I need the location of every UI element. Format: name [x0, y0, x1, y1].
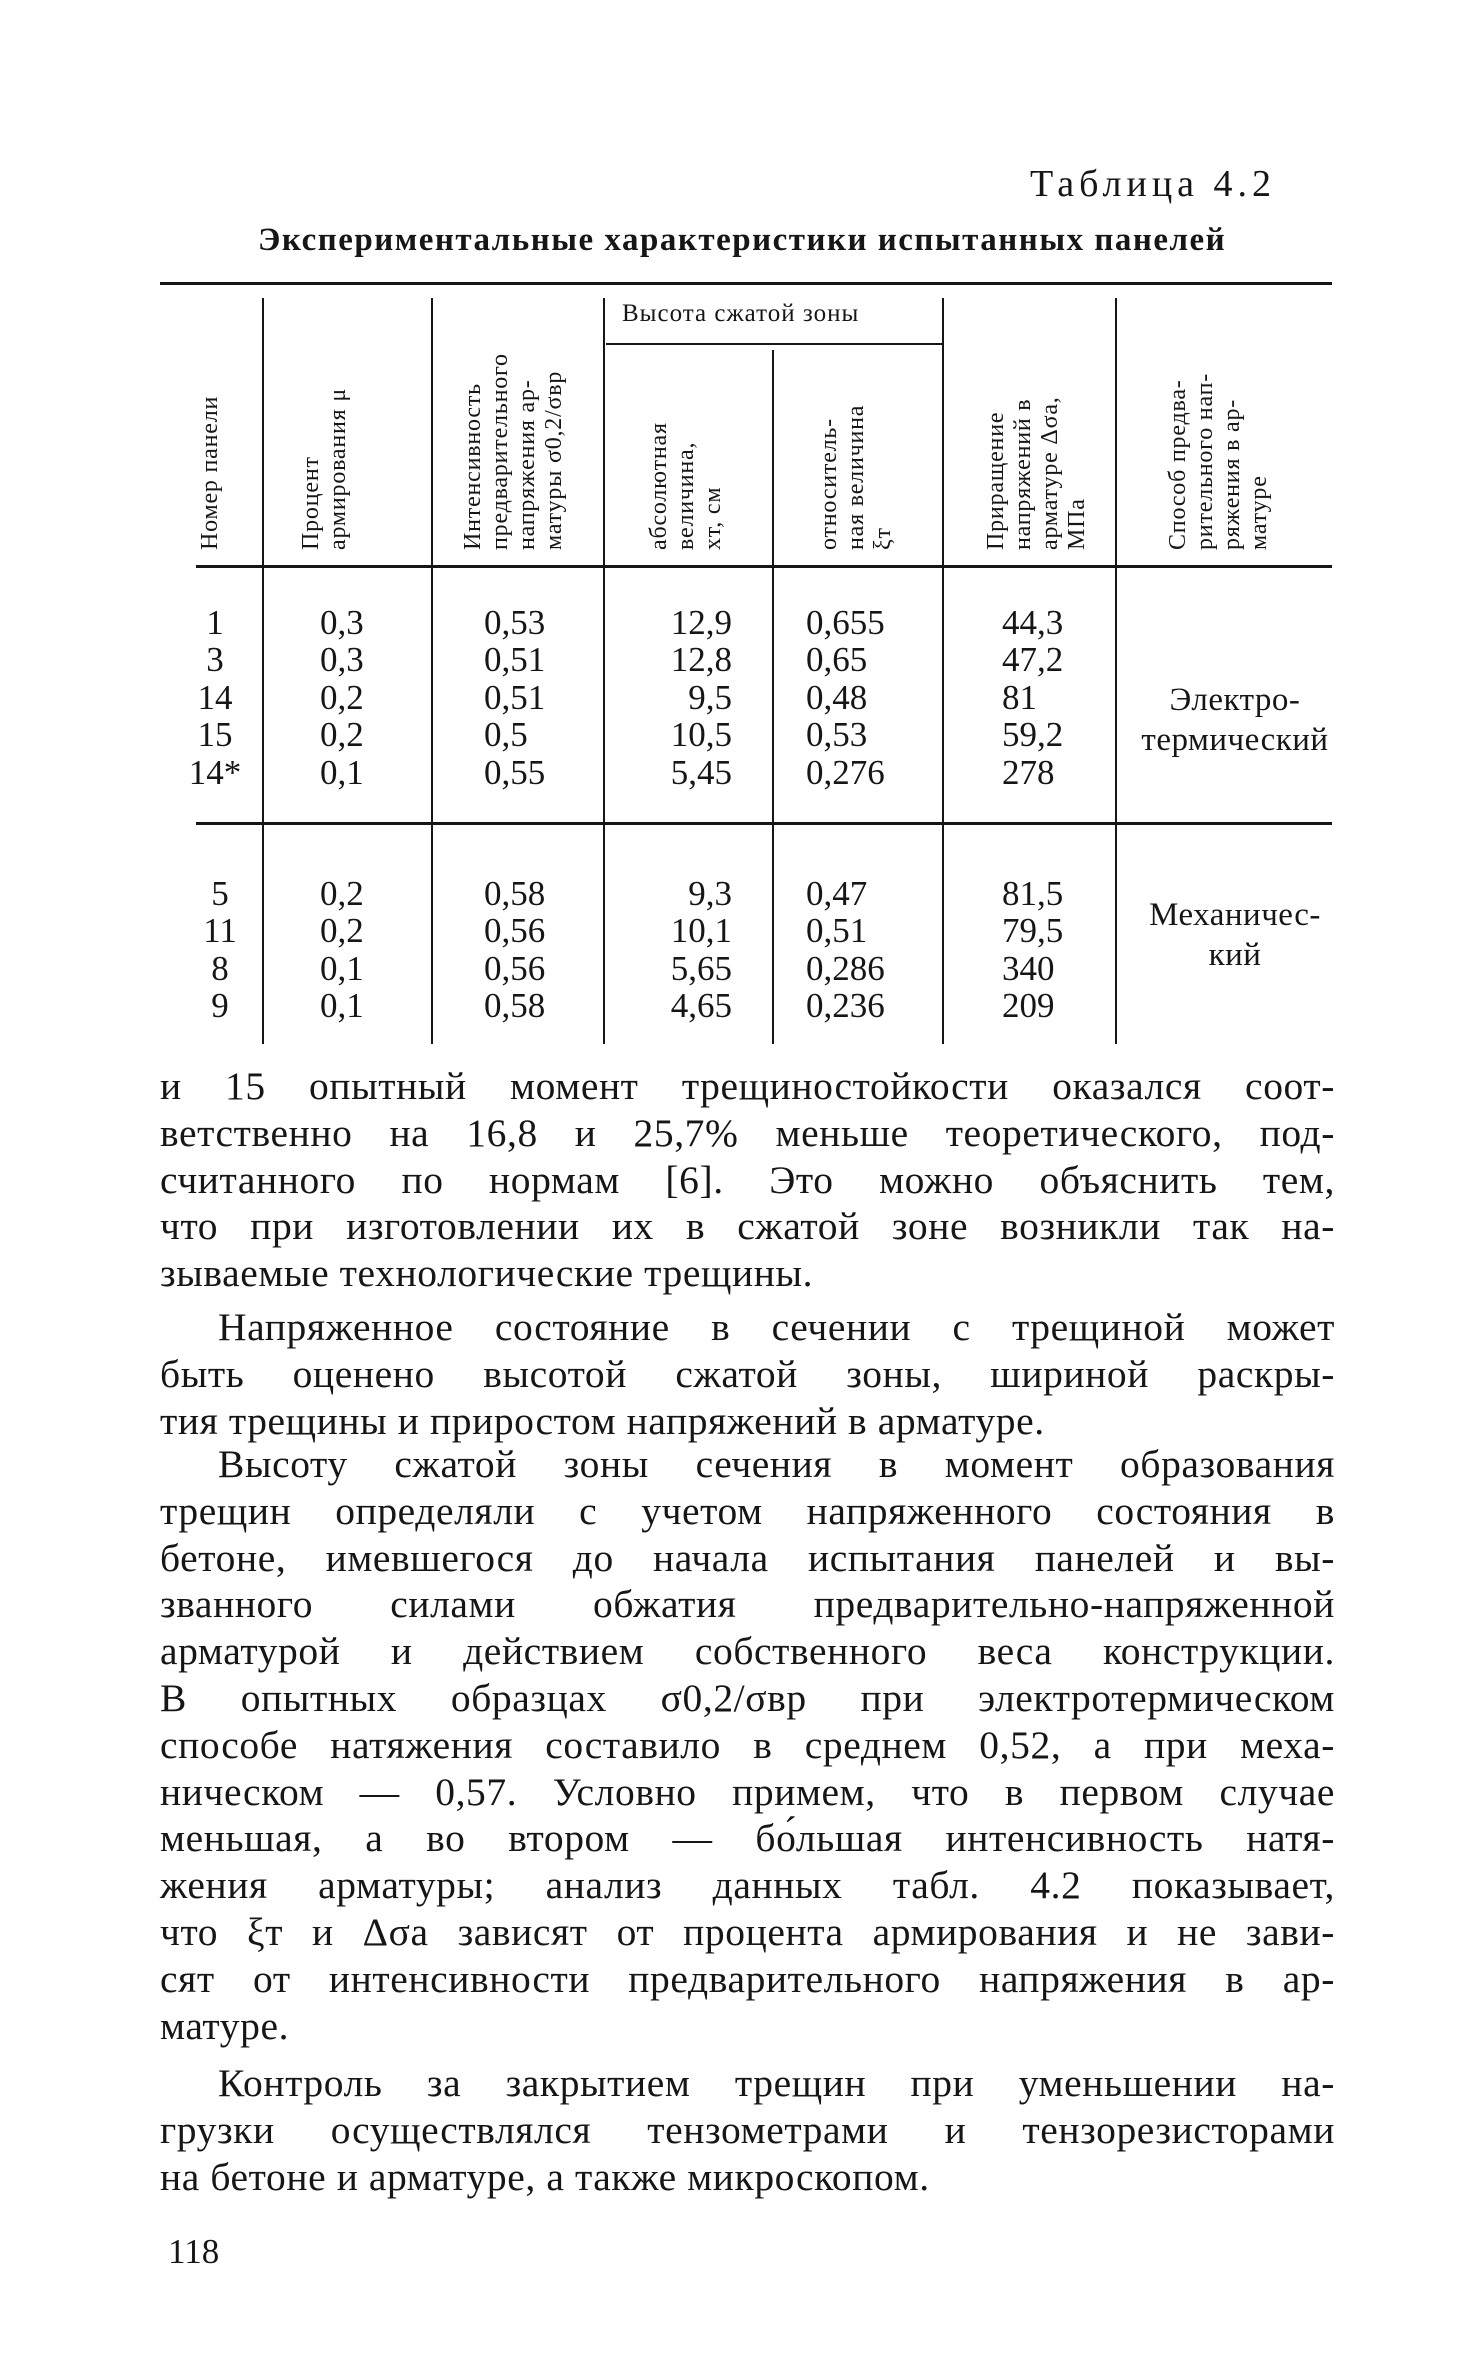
group2-reinforcement: 0,2 0,2 0,1 0,1 [320, 874, 364, 1026]
header-prestress-intensity: Интенсивность предварительного напряжения ар- матуры σ0,2/σвр [460, 353, 567, 550]
group2-absolute: 9,3 10,1 5,65 4,65 [670, 874, 732, 1026]
group2-relative: 0,47 0,51 0,286 0,236 [806, 874, 885, 1026]
table-top-rule [160, 282, 1332, 285]
table-caption: Экспериментальные характеристики испытанных панелей [258, 222, 1227, 258]
column-separator [942, 298, 944, 1044]
header-compressed-zone-group: Высота сжатой зоны [622, 300, 860, 327]
group2-panel-numbers: 5 11 8 9 [203, 874, 237, 1026]
paragraph: Напряженное состояние в сечении с трещиной может быть оценено высотой сжатой зоны, шириной раскры- тия трещины и приростом напряжений в арматуре. [160, 1305, 1335, 1443]
header-subrule [606, 343, 942, 345]
group1-relative: 0,655 0,65 0,48 0,53 0,276 [806, 603, 885, 792]
header-relative-value: относитель- ная величина ξт [815, 404, 896, 550]
column-separator [603, 298, 605, 1044]
group1-reinforcement: 0,3 0,3 0,2 0,2 0,1 [320, 603, 364, 792]
paragraph: и 15 опытный момент трещиностойкости оказался соот- ветственно на 16,8 и 25,7% меньше теоретического, под- считанного по нормам [6]. Это можно объяснить тем, что при изготовлении их в сжатой зоне возникли так на- зываемые технологические трещины. [160, 1064, 1335, 1296]
header-prestress-method: Способ предва- рительного нап- ряжения в ар- матуре [1165, 372, 1272, 550]
group1-absolute: 12,9 12,8 9,5 10,5 5,45 [670, 603, 732, 792]
group1-method: Электро- термический [1141, 682, 1329, 758]
group2-method: Механичес- кий [1149, 897, 1321, 973]
paragraph: Контроль за закрытием трещин при уменьшении на- грузки осуществлялся тензометрами и тензорезисторами на бетоне и арматуре, а также микроскопом. [160, 2061, 1335, 2199]
header-reinforcement-percent: Процент армирования μ [298, 388, 351, 550]
group2-intensity: 0,58 0,56 0,56 0,58 [484, 874, 546, 1026]
group1-intensity: 0,53 0,51 0,51 0,5 0,55 [484, 603, 546, 792]
paragraph: Высоту сжатой зоны сечения в момент образования трещин определяли с учетом напряженного состояния в бетоне, имевшегося до начала испытания панелей и вы- званного силами обжатия предварительно-напряженной арматурой и действием собственного веса конструкции. В опытных образцах σ0,2/σвр при электротермическом способе натяжения составило в среднем 0,52, а при меха- ническом — 0,57. Условно примем, что в первом случае меньшая, а во втором — бо́льшая интенсивность натя- жения арматуры; анализ данных табл. 4.2 показывает, что ξт и Δσа зависят от процента армирования и не зави- сят от интенсивности предварительного напряжения в ар- матуре. [160, 1442, 1335, 2048]
group-divider-rule [196, 822, 1332, 825]
group2-increment: 81,5 79,5 340 209 [1002, 874, 1064, 1026]
header-stress-increment: Приращение напряжений в арматуре Δσа, МПа [983, 396, 1090, 550]
table-number: Таблица 4.2 [1030, 163, 1277, 205]
group1-panel-numbers: 1 3 14 15 14* [188, 603, 242, 792]
column-separator [1115, 298, 1117, 1044]
column-separator [772, 350, 774, 1044]
header-bottom-rule [196, 565, 1332, 568]
group1-increment: 44,3 47,2 81 59,2 278 [1002, 603, 1064, 792]
page-number: 118 [168, 2232, 220, 2271]
column-separator [431, 298, 433, 1044]
header-absolute-value: абсолютная величина, xт, см [645, 422, 726, 550]
header-panel-number: Номер панели [196, 395, 223, 550]
